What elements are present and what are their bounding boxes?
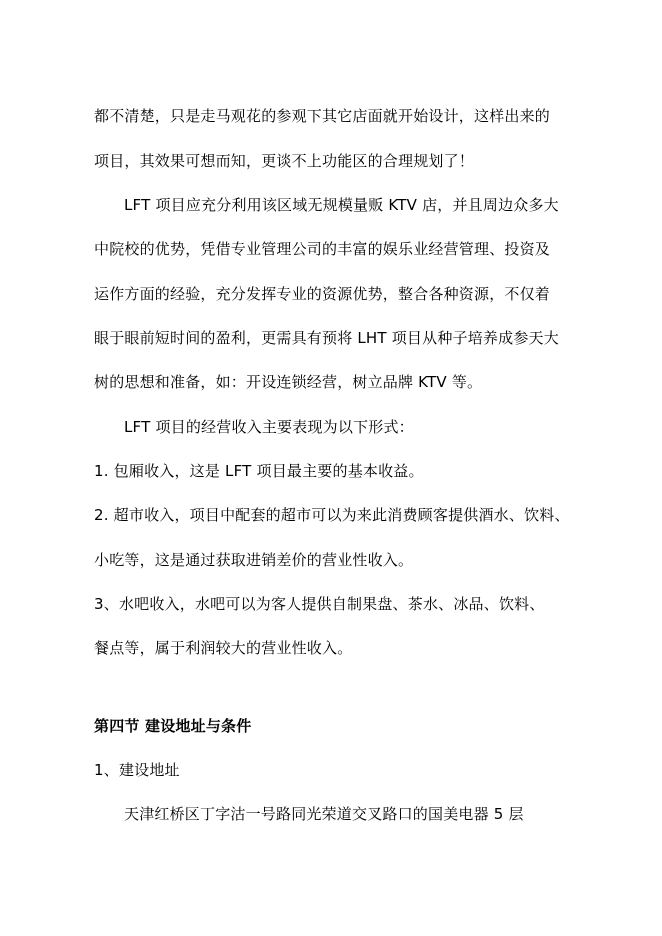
list-item-2-line-1: 2. 超市收入，项目中配套的超市可以为来此消费顾客提供酒水、饮料、 <box>94 506 570 524</box>
list-item-2-line-2: 小吃等，这是通过获取进销差价的营业性收入。 <box>94 551 414 569</box>
subsection-heading: 1、建设地址 <box>94 761 180 779</box>
list-item-1: 1. 包厢收入，这是 LFT 项目最主要的基本收益。 <box>94 462 424 480</box>
paragraph-2-line-3: 运作方面的经验，充分发挥专业的资源优势，整合各种资源，不仅着 <box>94 285 551 303</box>
paragraph-2-line-2: 中院校的优势，凭借专业管理公司的丰富的娱乐业经营管理、投资及 <box>94 240 551 258</box>
section-heading: 第四节 建设地址与条件 <box>94 717 252 735</box>
paragraph-1-line-1: 都不清楚，只是走马观花的参观下其它店面就开始设计，这样出来的 <box>94 107 551 125</box>
paragraph-3: LFT 项目的经营收入主要表现为以下形式： <box>124 418 414 436</box>
paragraph-2-line-5: 树的思想和准备，如：开设连锁经营，树立品牌 KTV 等。 <box>94 373 483 391</box>
paragraph-2-line-4: 眼于眼前短时间的盈利，更需具有预将 LHT 项目从种子培养成参天大 <box>94 329 559 347</box>
address-line: 天津红桥区丁字沽一号路同光荣道交叉路口的国美电器 5 层 <box>124 805 524 823</box>
list-item-3-line-2: 餐点等，属于利润较大的营业性收入。 <box>94 639 353 657</box>
paragraph-2-line-1: LFT 项目应充分利用该区域无规模量贩 KTV 店，并且周边众多大 <box>124 196 559 214</box>
list-item-3-line-1: 3、水吧收入，水吧可以为客人提供自制果盘、茶水、冰品、饮料、 <box>94 595 545 613</box>
paragraph-1-line-2: 项目，其效果可想而知，更谈不上功能区的合理规划了！ <box>94 152 475 170</box>
